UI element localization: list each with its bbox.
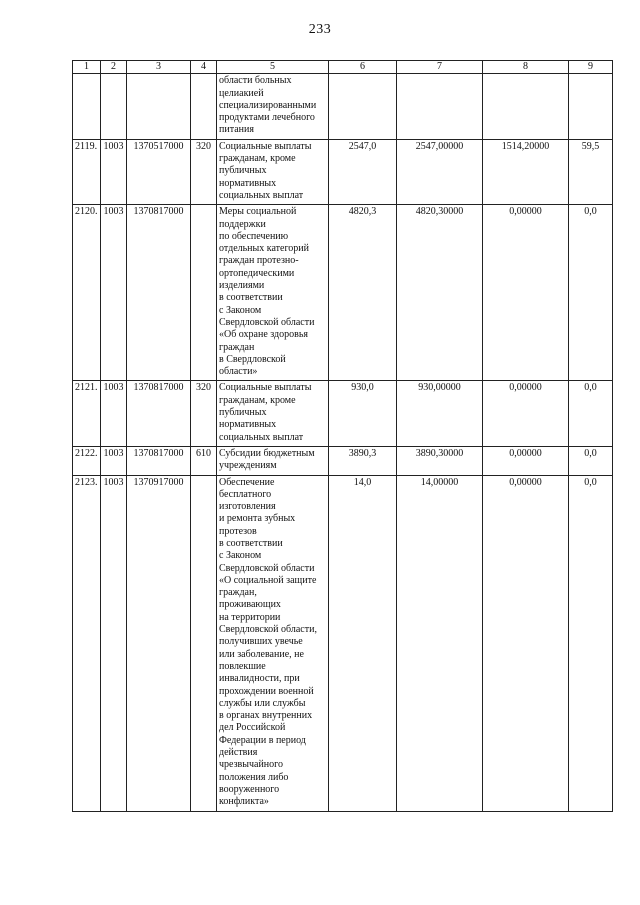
plan-amount-cell: 2547,0	[329, 139, 397, 204]
expense-type-cell	[191, 475, 217, 811]
column-header-8: 8	[483, 61, 569, 74]
fact-amount-cell: 1514,20000	[483, 139, 569, 204]
row-number-cell: 2120.	[73, 205, 101, 381]
plan-amount-cell: 3890,3	[329, 446, 397, 475]
percent-cell: 0,0	[569, 381, 613, 446]
section-code-cell: 1003	[101, 475, 127, 811]
column-header-6: 6	[329, 61, 397, 74]
item-name-cell: Социальные выплаты гражданам, кроме публичных нормативных социальных выплат	[217, 139, 329, 204]
column-header-3: 3	[127, 61, 191, 74]
target-code-cell: 1370817000	[127, 205, 191, 381]
target-code-cell: 1370817000	[127, 446, 191, 475]
table-row	[73, 74, 613, 139]
plan-amount-cell: 14,0	[329, 475, 397, 811]
expense-type-cell: 320	[191, 381, 217, 446]
column-header-1: 1	[73, 61, 101, 74]
item-name-cell: Субсидии бюджетным учреждениям	[217, 446, 329, 475]
plan-amount-cell: 930,0	[329, 381, 397, 446]
fact-amount-cell: 0,00000	[483, 205, 569, 381]
table-row	[73, 475, 613, 811]
column-header-5: 5	[217, 61, 329, 74]
fact-amount-cell: 0,00000	[483, 446, 569, 475]
target-code-cell: 1370917000	[127, 475, 191, 811]
column-header-4: 4	[191, 61, 217, 74]
section-code-cell	[101, 74, 127, 139]
row-number-cell: 2123.	[73, 475, 101, 811]
item-name-cell: Меры социальной поддержки по обеспечению отдельных категорий граждан протезно- ортопедическими изделиями в соответствии с Законом Свердловской области «Об охране здоровья граждан в Свердловской области»	[217, 205, 329, 381]
plan-precise-cell: 14,00000	[397, 475, 483, 811]
target-code-cell: 1370817000	[127, 381, 191, 446]
expense-type-cell: 320	[191, 139, 217, 204]
fact-amount-cell: 0,00000	[483, 475, 569, 811]
plan-precise-cell: 4820,30000	[397, 205, 483, 381]
percent-cell: 59,5	[569, 139, 613, 204]
row-number-cell: 2122.	[73, 446, 101, 475]
item-name-cell: Обеспечение бесплатного изготовления и ремонта зубных протезов в соответствии с Законом Свердловской области «О социальной защите граждан, проживающих на территории Свердловской области, получивших увечье или заболевание, не повлекшие инвалидности, при прохождении военной службы или службы в органах внутренних дел Российской Федерации в период действия чрезвычайного положения либо вооруженного конфликта»	[217, 475, 329, 811]
table-row	[73, 139, 613, 204]
table-row	[73, 381, 613, 446]
column-header-2: 2	[101, 61, 127, 74]
item-name-cell: области больных целиакией специализированными продуктами лечебного питания	[217, 74, 329, 139]
section-code-cell: 1003	[101, 205, 127, 381]
row-number-cell	[73, 74, 101, 139]
target-code-cell	[127, 74, 191, 139]
percent-cell: 0,0	[569, 205, 613, 381]
percent-cell	[569, 74, 613, 139]
section-code-cell: 1003	[101, 139, 127, 204]
expense-type-cell: 610	[191, 446, 217, 475]
percent-cell: 0,0	[569, 475, 613, 811]
table-header-row	[73, 61, 613, 74]
row-number-cell: 2121.	[73, 381, 101, 446]
column-header-7: 7	[397, 61, 483, 74]
target-code-cell: 1370517000	[127, 139, 191, 204]
expense-type-cell	[191, 205, 217, 381]
plan-precise-cell: 3890,30000	[397, 446, 483, 475]
plan-amount-cell: 4820,3	[329, 205, 397, 381]
expense-type-cell	[191, 74, 217, 139]
plan-precise-cell: 930,00000	[397, 381, 483, 446]
fact-amount-cell: 0,00000	[483, 381, 569, 446]
page-number: 233	[308, 22, 332, 37]
column-header-9: 9	[569, 61, 613, 74]
table-row	[73, 205, 613, 381]
section-code-cell: 1003	[101, 446, 127, 475]
plan-precise-cell	[397, 74, 483, 139]
plan-precise-cell: 2547,00000	[397, 139, 483, 204]
budget-table	[72, 60, 613, 812]
row-number-cell: 2119.	[73, 139, 101, 204]
item-name-cell: Социальные выплаты гражданам, кроме публичных нормативных социальных выплат	[217, 381, 329, 446]
percent-cell: 0,0	[569, 446, 613, 475]
section-code-cell: 1003	[101, 381, 127, 446]
table-row	[73, 446, 613, 475]
fact-amount-cell	[483, 74, 569, 139]
plan-amount-cell	[329, 74, 397, 139]
